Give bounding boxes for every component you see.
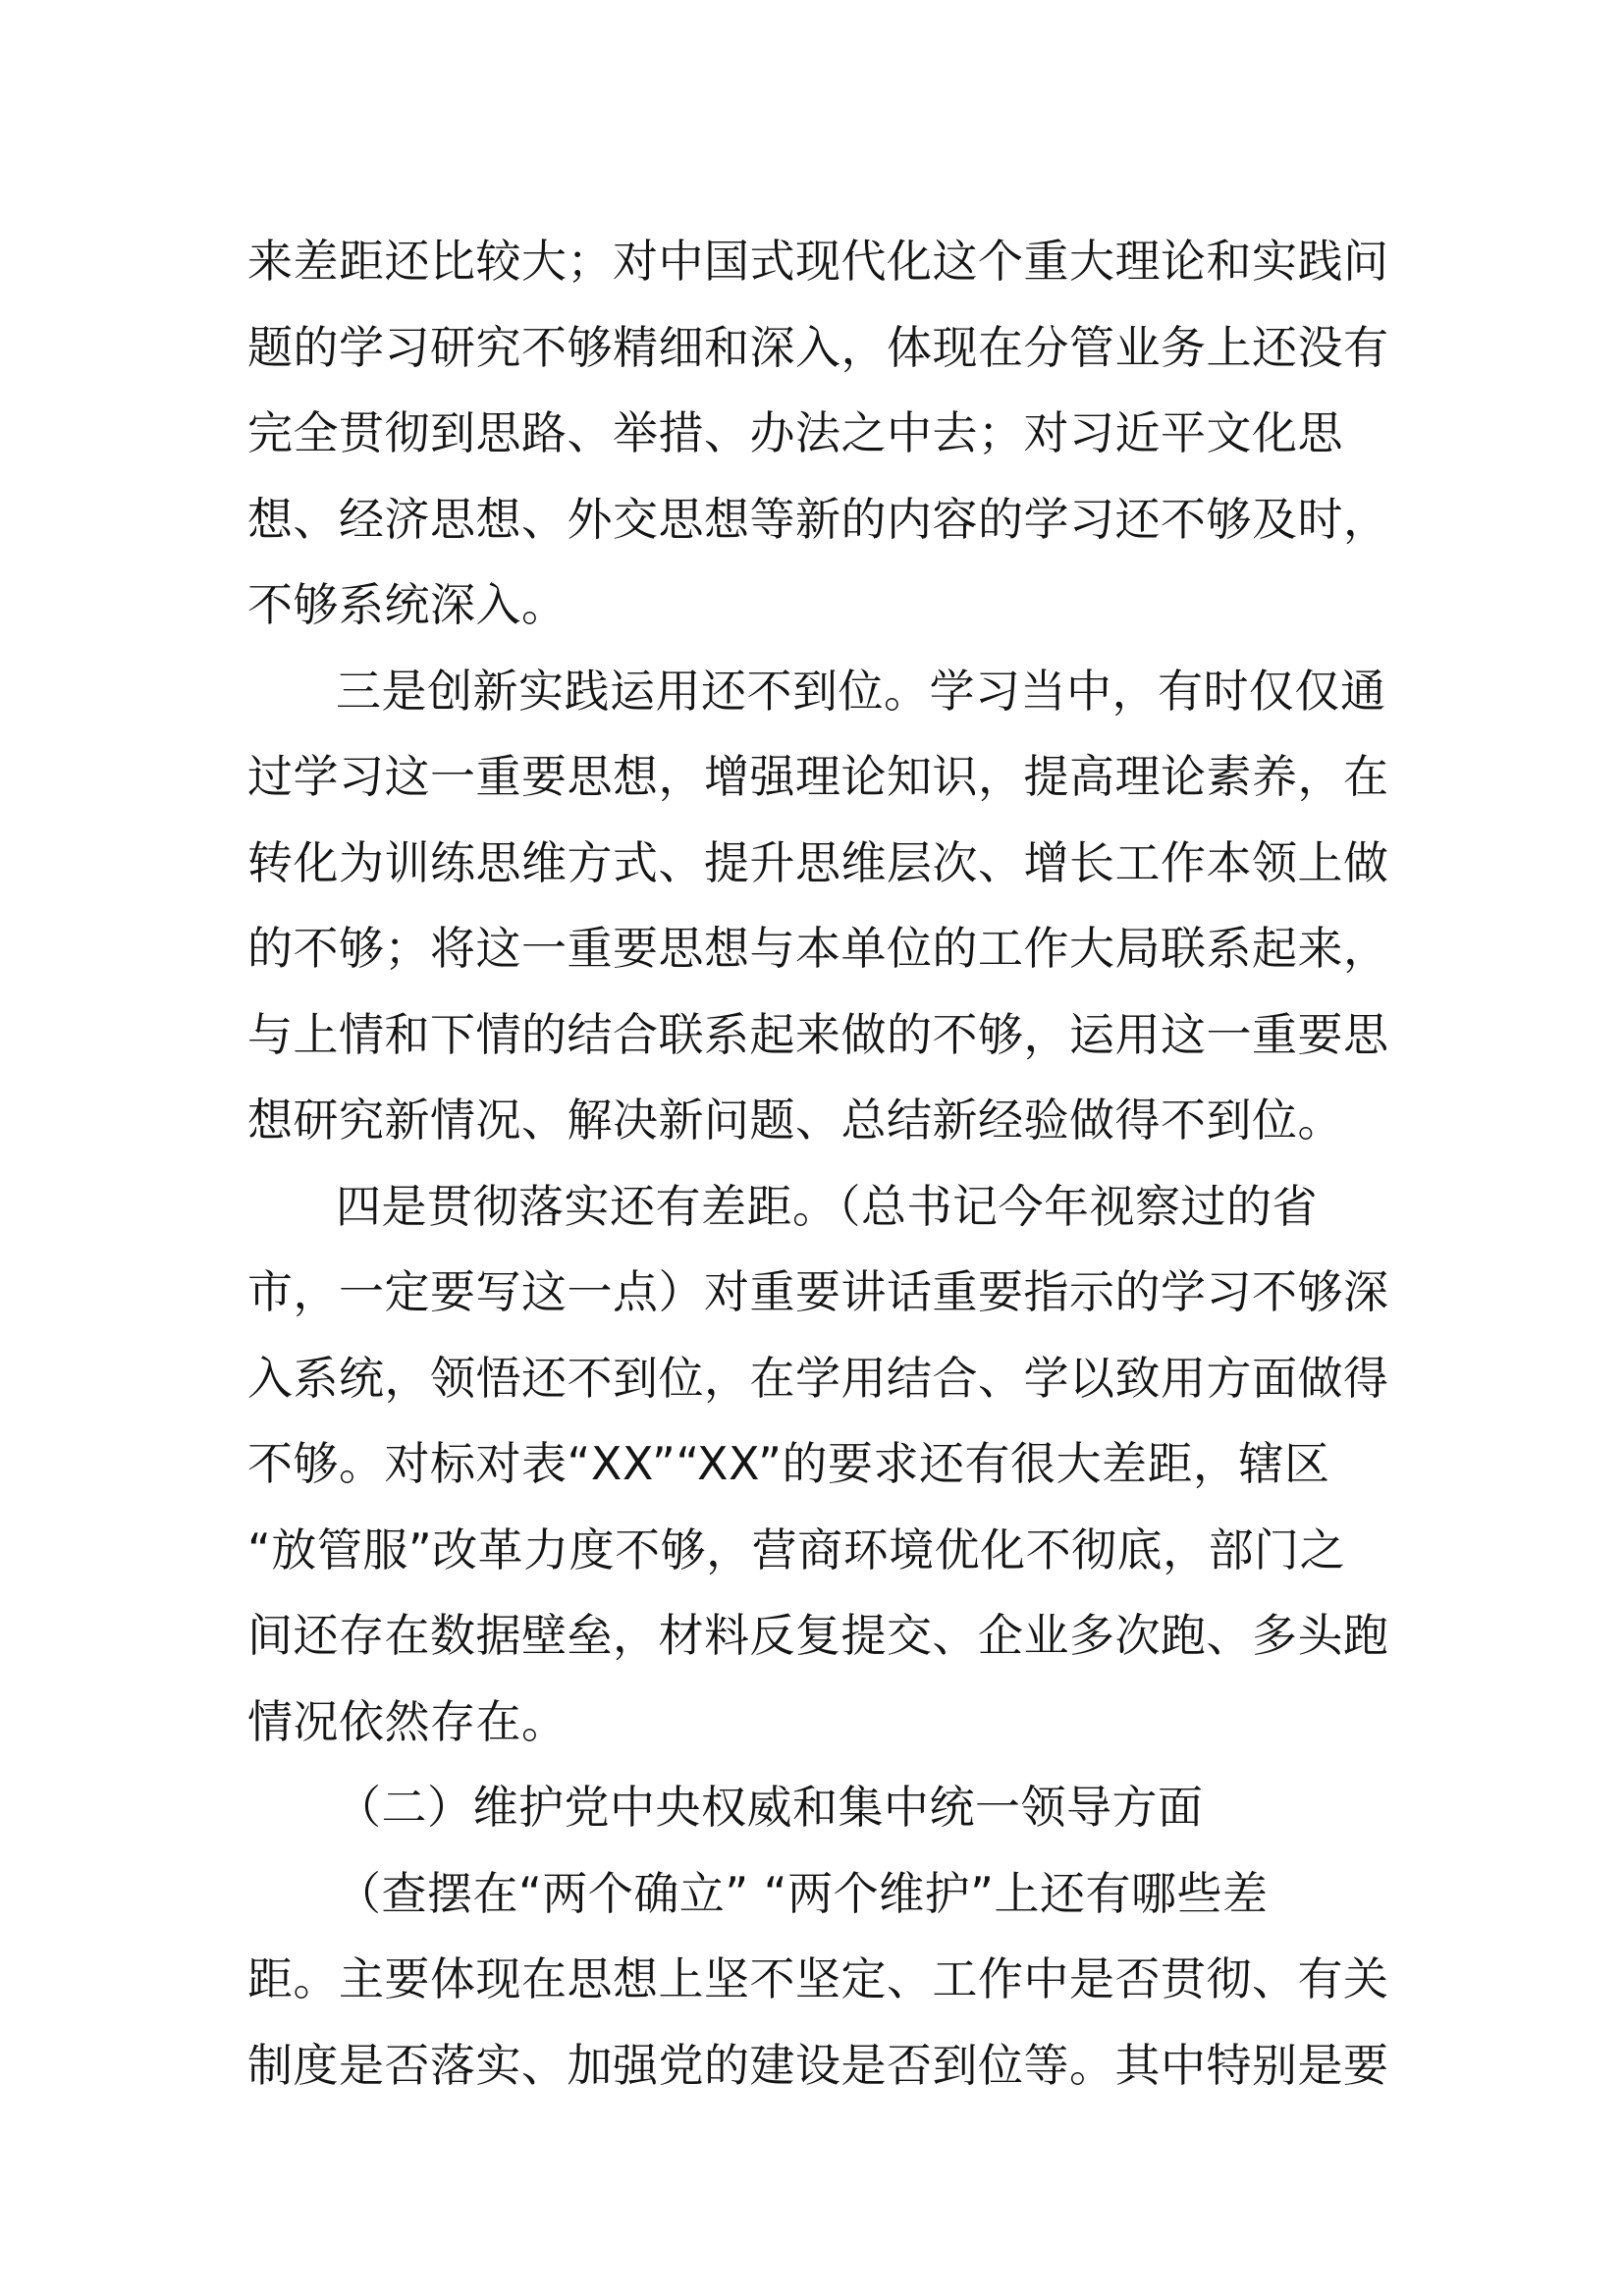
text-line: （查摆在“两个确立” “两个维护”上还有哪些差	[336, 1867, 1269, 1920]
text-line: 距。主要体现在思想上坚不坚定、工作中是否贯彻、有关	[247, 1952, 1389, 2005]
text-line: 想、经济思想、外交思想等新的内容的学习还不够及时，	[247, 493, 1389, 546]
paragraph-heading-3: 三是创新实践运用还不到位。学习当中，有时仅仅通	[336, 665, 1386, 718]
text-line: 市，一定要写这一点）对重要讲话重要指示的学习不够深	[247, 1265, 1389, 1318]
text-line: 来差距还比较大；对中国式现代化这个重大理论和实践问	[247, 235, 1389, 288]
text-line: 的不够；将这一重要思想与本单位的工作大局联系起来，	[247, 922, 1389, 975]
text-line: 间还存在数据壁垒，材料反复提交、企业多次跑、多头跑	[247, 1609, 1389, 1662]
text-line: 不够系统深入。	[247, 578, 568, 631]
text-line: 入系统，领悟还不到位，在学用结合、学以致用方面做得	[247, 1352, 1389, 1405]
text-line: 与上情和下情的结合联系起来做的不够，运用这一重要思	[247, 1008, 1389, 1061]
text-line: 转化为训练思维方式、提升思维层次、增长工作本领上做	[247, 836, 1389, 889]
text-line: 情况依然存在。	[247, 1695, 568, 1748]
text-line: 过学习这一重要思想，增强理论知识，提高理论素养，在	[247, 750, 1389, 803]
paragraph-heading-4: 四是贯彻落实还有差距。（总书记今年视察过的省	[336, 1180, 1318, 1233]
text-line: 题的学习研究不够精细和深入，体现在分管业务上还没有	[247, 321, 1389, 374]
section-heading-2: （二）维护党中央权威和集中统一领导方面	[336, 1781, 1204, 1834]
text-line: 想研究新情况、解决新问题、总结新经验做得不到位。	[247, 1094, 1343, 1147]
text-line: 完全贯彻到思路、举措、办法之中去；对习近平文化思	[247, 406, 1343, 459]
text-line: “放管服”改革力度不够，营商环境优化不彻底，部门之	[247, 1523, 1346, 1576]
text-line: 制度是否落实、加强党的建设是否到位等。其中特别是要	[247, 2039, 1389, 2092]
text-line: 不够。对标对表“XX”“XX”的要求还有很大差距，辖区	[247, 1437, 1330, 1490]
